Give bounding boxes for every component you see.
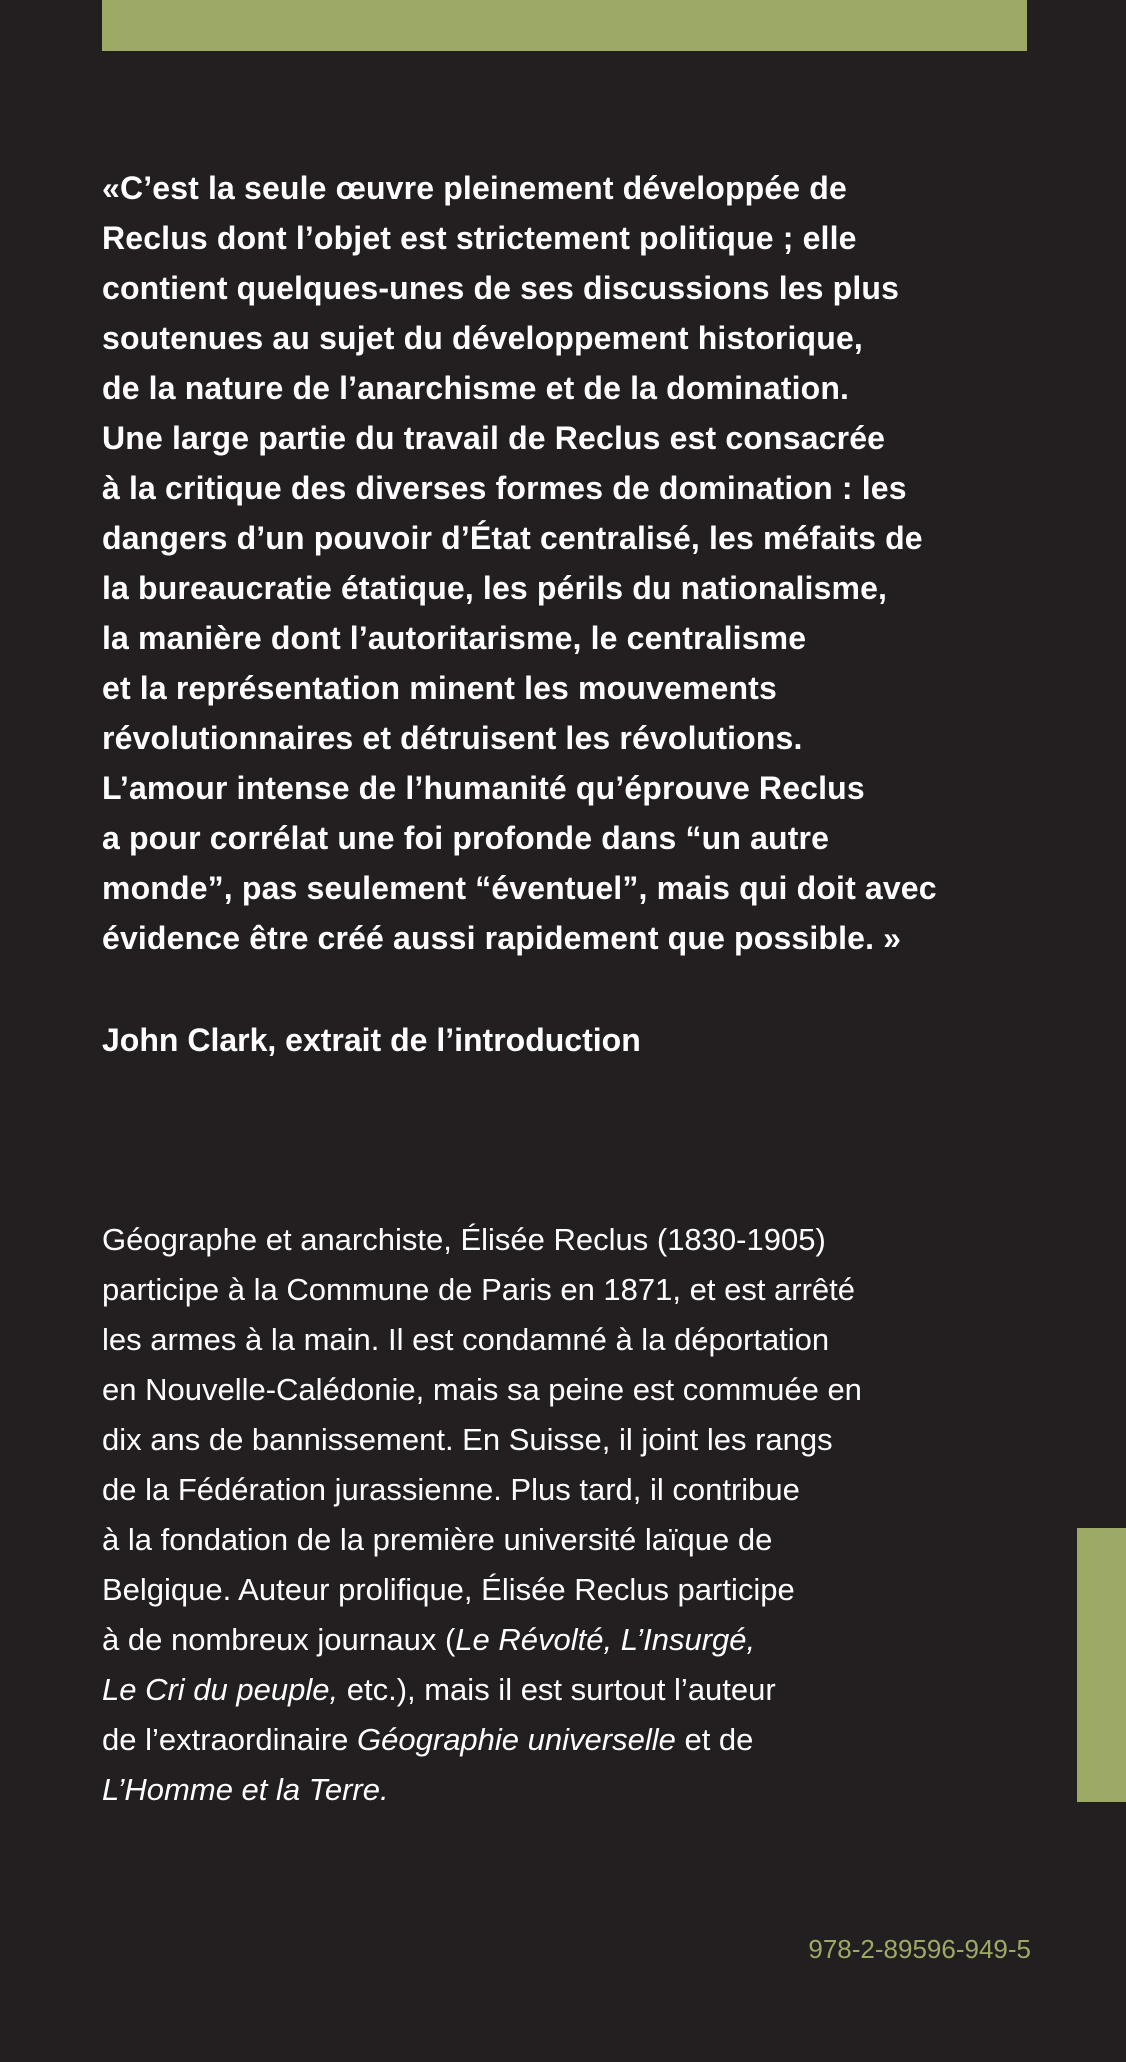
quote-line: monde”, pas seulement “éventuel”, mais qui doit avec <box>102 870 937 906</box>
bio-line: participe à la Commune de Paris en 1871, et est arrêté <box>102 1272 856 1307</box>
quote-line: soutenues au sujet du développement historique, <box>102 320 863 356</box>
bio-text: etc.), mais il est surtout l’auteur <box>338 1672 776 1707</box>
journal-titles: Le Révolté, L’Insurgé, <box>455 1622 756 1657</box>
bio-line: Géographe et anarchiste, Élisée Reclus (1830-1905) <box>102 1222 826 1257</box>
bio-text: à de nombreux journaux ( <box>102 1622 456 1657</box>
bio-text: et de <box>675 1722 754 1757</box>
bio-line: à la fondation de la première université laïque de <box>102 1522 773 1557</box>
bio-line: de la Fédération jurassienne. Plus tard, il contribue <box>102 1472 800 1507</box>
quote-line: la manière dont l’autoritarisme, le centralisme <box>102 620 807 656</box>
book-title: Géographie universelle <box>357 1722 676 1757</box>
quote-attribution: John Clark, extrait de l’introduction <box>102 1022 641 1058</box>
quote-line: Reclus dont l’objet est strictement politique ; elle <box>102 220 857 256</box>
quote-line: L’amour intense de l’humanité qu’éprouve Reclus <box>102 770 865 806</box>
quote-line: «C’est la seule œuvre pleinement développée de <box>102 170 847 206</box>
bio-line <box>102 1665 1037 1715</box>
quote-line: Une large partie du travail de Reclus est consacrée <box>102 420 886 456</box>
top-accent-bar <box>102 0 1027 51</box>
quote-line: la bureaucratie étatique, les périls du nationalisme, <box>102 570 888 606</box>
quote-line: évidence être créé aussi rapidement que possible. » <box>102 920 902 956</box>
book-title: L’Homme et la Terre. <box>102 1772 389 1807</box>
bio-line <box>102 1765 1037 1815</box>
quote-line: de la nature de l’anarchisme et de la domination. <box>102 370 850 406</box>
quote-line: a pour corrélat une foi profonde dans “un autre <box>102 820 830 856</box>
side-accent-tab <box>1077 1528 1126 1802</box>
isbn-number: 978-2-89596-949-5 <box>808 1934 1031 1964</box>
quote-line: et la représentation minent les mouvements <box>102 670 777 706</box>
journal-title: Le Cri du peuple, <box>102 1672 339 1707</box>
bio-line: en Nouvelle-Calédonie, mais sa peine est commuée en <box>102 1372 862 1407</box>
quote-line: à la critique des diverses formes de domination : les <box>102 470 907 506</box>
bio-line: les armes à la main. Il est condamné à la déportation <box>102 1322 830 1357</box>
bio-line: Belgique. Auteur prolifique, Élisée Reclus participe <box>102 1572 795 1607</box>
bio-line <box>102 1615 1037 1665</box>
bio-line <box>102 1715 1037 1765</box>
quote-block <box>102 163 1037 963</box>
bio-text: de l’extraordinaire <box>102 1722 358 1757</box>
quote-line: dangers d’un pouvoir d’État centralisé, les méfaits de <box>102 520 923 556</box>
bio-line: dix ans de bannissement. En Suisse, il joint les rangs <box>102 1422 833 1457</box>
author-biography <box>102 1215 1037 1815</box>
quote-line: révolutionnaires et détruisent les révolutions. <box>102 720 803 756</box>
quote-line: contient quelques-unes de ses discussions les plus <box>102 270 900 306</box>
